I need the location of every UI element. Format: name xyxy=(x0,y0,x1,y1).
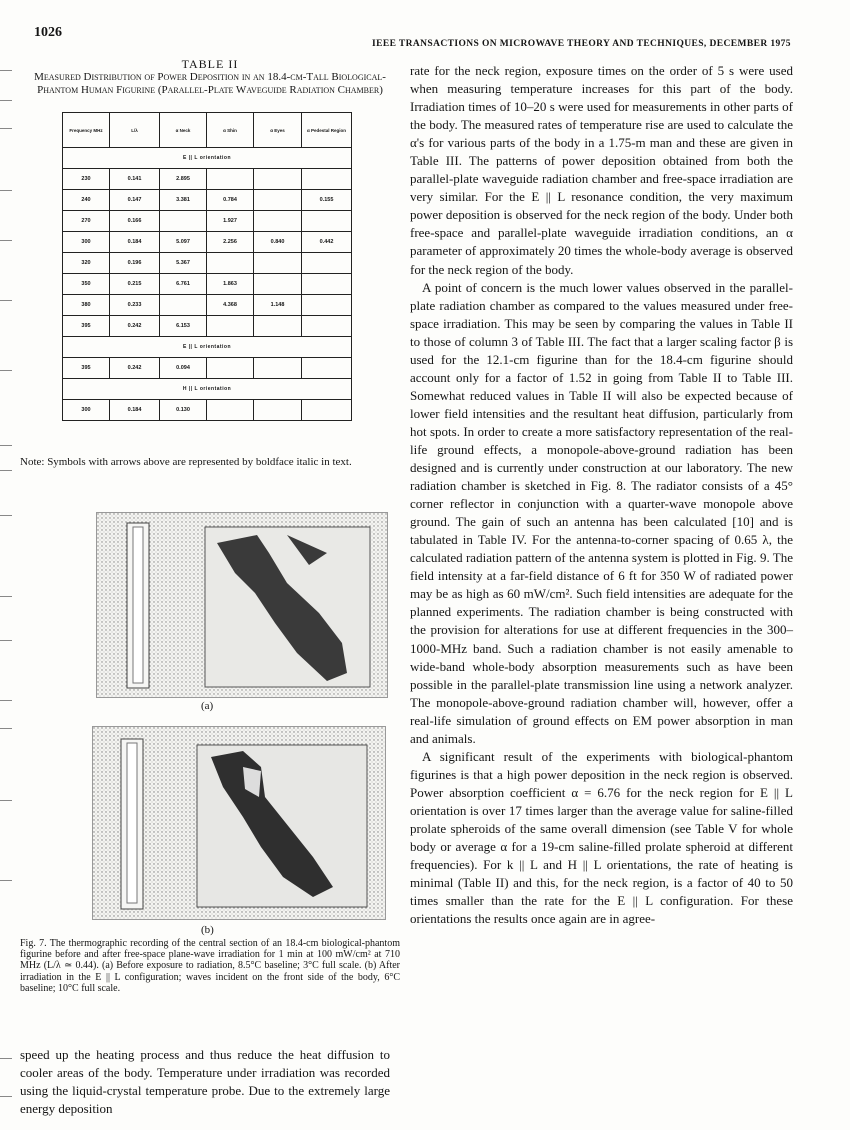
table-row xyxy=(63,358,352,379)
thermogram-a xyxy=(96,512,388,698)
table-cell xyxy=(160,211,207,232)
table-cell: 350 xyxy=(63,274,110,295)
table-cell: 0.155 xyxy=(302,190,352,211)
thermogram-b xyxy=(92,726,386,920)
table-cell: 0.215 xyxy=(110,274,160,295)
table-cell xyxy=(302,316,352,337)
table-cell xyxy=(207,316,254,337)
table-cell: 1.863 xyxy=(207,274,254,295)
table-cell xyxy=(254,316,302,337)
table-cell: 6.153 xyxy=(160,316,207,337)
paragraph: A point of concern is the much lower values observed in the parallel-plate radiation chamber as compared to the values measured under free-space irradiation. This may be seen by comparing the values in Table II to those of column 3 of Table III. The fact that a larger scaling factor β is used for the 12.1-cm figurine than for the 18.4-cm figurine should account only for a factor of 1.52 in going from Table II to Table III. Somewhat reduced values in Table II will also be expected because of lower field intensities and the resultant heat diffusion, particularly from hot spots. In order to create a more satisfactory representation of the real-life ground effects, a monopole-above-ground radiation has been designed and is currently under construction at our laboratory. The new radiation chamber is sketched in Fig. 8. The radiator consists of a 45° corner reflector in conjunction with a quarter-wave monopole above ground. The gain of such an antenna has been calculated [10] and is tabulated in Table IV. For the antenna-to-corner spacing of 0.65 λ, the calculated radiation pattern of the antenna system is plotted in Fig. 9. The field intensity at a far-field distance of 6 ft for 350 W of radiated power may be as high as 60 mW/cm². Such field intensities are adequate for the planned experiments. The radiation chamber is being constructed with the provision for alterations for use at different frequencies in the 300–1000-MHz band. Such a radiation chamber is not easily amenable to wide-band whole-body absorption measurements such as have been possible in the parallel-plate transmission line using a network analyzer. The monopole-above-ground radiation chamber will, however, offer a real-life simulation of ground effects on EM power absorption in man and animals. xyxy=(410,279,793,746)
table-cell: 0.242 xyxy=(110,316,160,337)
section-rows xyxy=(63,400,352,421)
table-cell xyxy=(302,358,352,379)
table-cell xyxy=(207,358,254,379)
table-cell: 0.184 xyxy=(110,232,160,253)
table-header-row xyxy=(63,113,352,148)
table-cell: 0.442 xyxy=(302,232,352,253)
table-cell: 300 xyxy=(63,400,110,421)
thermogram-b-image xyxy=(93,727,385,919)
table-cell xyxy=(254,400,302,421)
table-cell xyxy=(254,190,302,211)
table-cell: 0.166 xyxy=(110,211,160,232)
section-rows xyxy=(63,358,352,379)
figure-label-b: (b) xyxy=(201,924,214,936)
orientation-heading: E || L orientation xyxy=(63,337,352,358)
table-cell: 0.147 xyxy=(110,190,160,211)
table-cell xyxy=(254,169,302,190)
table-row xyxy=(63,295,352,316)
orientation-heading: H || L orientation xyxy=(63,379,352,400)
table-cell: 320 xyxy=(63,253,110,274)
table-cell xyxy=(254,253,302,274)
table-label: TABLE II xyxy=(181,57,239,71)
table-cell xyxy=(302,274,352,295)
table-cell: 1.148 xyxy=(254,295,302,316)
table-cell: 2.895 xyxy=(160,169,207,190)
running-head: IEEE TRANSACTIONS ON MICROWAVE THEORY AND TECHNIQUES, DECEMBER 1975 xyxy=(372,39,791,49)
table-cell: 395 xyxy=(63,316,110,337)
figure-caption: Fig. 7. The thermographic recording of the central section of an 18.4-cm biological-phantom figurine before and after free-space plane-wave irradiation for 1 min at 100 mW/cm² at 710 MHz (L/λ ≃ 0.44). (a) Before exposure to radiation, 8.5°C baseline; 3°C full scale. (b) After irradiation in the E || L configuration; waves incident on the front side of the body, 6°C baseline; 10°C full scale. xyxy=(20,938,400,994)
table-row xyxy=(63,190,352,211)
table-cell: 0.094 xyxy=(160,358,207,379)
table-row xyxy=(63,253,352,274)
table-title-block xyxy=(20,58,400,97)
table-cell xyxy=(160,295,207,316)
table-cell: 6.761 xyxy=(160,274,207,295)
header-cell: α Pedestal Region xyxy=(302,113,352,148)
table-cell: 395 xyxy=(63,358,110,379)
table-row xyxy=(63,232,352,253)
table-cell xyxy=(302,295,352,316)
table-cell xyxy=(302,211,352,232)
header-cell: α Shin xyxy=(207,113,254,148)
table-cell: 0.784 xyxy=(207,190,254,211)
table-cell xyxy=(207,400,254,421)
table-cell: 270 xyxy=(63,211,110,232)
table-cell: 0.242 xyxy=(110,358,160,379)
table-row xyxy=(63,274,352,295)
table-row xyxy=(63,400,352,421)
header-cell: Frequency MHz xyxy=(63,113,110,148)
orientation-heading: E || L orientation xyxy=(63,148,352,169)
table-cell: 0.840 xyxy=(254,232,302,253)
thermogram-a-image xyxy=(97,513,387,697)
table-cell: 3.381 xyxy=(160,190,207,211)
table-cell xyxy=(207,253,254,274)
header-cell: α Neck xyxy=(160,113,207,148)
table-row xyxy=(63,211,352,232)
table-cell: 2.256 xyxy=(207,232,254,253)
table-cell xyxy=(302,253,352,274)
table-cell: 230 xyxy=(63,169,110,190)
table-cell: 5.097 xyxy=(160,232,207,253)
table-row xyxy=(63,169,352,190)
table-cell: 4.368 xyxy=(207,295,254,316)
table-note: Note: Symbols with arrows above are represented by boldface italic in text. xyxy=(20,456,352,468)
left-column-text: speed up the heating process and thus reduce the heat diffusion to cooler areas of the body. Temperature under irradiation was recorded using the liquid-crystal temperature probe. Due to the extremely large energy deposition xyxy=(20,1047,390,1116)
table-cell: 300 xyxy=(63,232,110,253)
table-row xyxy=(63,316,352,337)
table-cell xyxy=(254,274,302,295)
table-cell xyxy=(302,400,352,421)
table-cell: 0.184 xyxy=(110,400,160,421)
table-cell: 1.927 xyxy=(207,211,254,232)
table-cell: 240 xyxy=(63,190,110,211)
header-cell: α Eyes xyxy=(254,113,302,148)
right-column xyxy=(410,62,793,928)
data-table xyxy=(62,112,352,421)
table-cell: 0.233 xyxy=(110,295,160,316)
figure-label-a: (a) xyxy=(201,700,214,712)
page-number: 1026 xyxy=(34,25,62,40)
table-cell: 0.141 xyxy=(110,169,160,190)
table-cell: 5.367 xyxy=(160,253,207,274)
paragraph: rate for the neck region, exposure times on the order of 5 s were used when measuring temperature increases for this part of the body. Irradiation times of 10–20 s were used for measurements in other parts of the body. The measured rates of temperature rise are used to calculate the α's for various parts of the body in a 1.75-m man and these are given in Table III. The patterns of power deposition obtained from both the parallel-plate waveguide radiation chamber and free-space irradiation are very similar. For the E || L resonance condition, the very maximum power deposition is observed for the neck region of the body. Under both free-space and parallel-plate waveguide irradiation conditions, an α parameter of approximately 20 times the whole-body average is observed for the neck region of the body. xyxy=(410,63,793,277)
table-cell xyxy=(254,211,302,232)
table-cell xyxy=(254,358,302,379)
paragraph: A significant result of the experiments with biological-phantom figurines is that a high power deposition in the neck region is observed. Power absorption coefficient α = 6.76 for the neck region for E || L orientation is over 17 times larger than the average value for saline-filled prolate spheroids of the same overall dimension (see Table V for whole body or average α for a 19-cm saline-filled prolate spheroid at different frequencies). For k || L and H || L orientations, the rate of heating is minimal (Table II) and this, for the neck region, is a factor of 40 to 50 times smaller than the rate for the E || L configuration. For these orientations the results once again are in agree- xyxy=(410,748,793,927)
table-cell xyxy=(302,169,352,190)
table-title: Measured Distribution of Power Deposition in an 18.4-cm-Tall Biological-Phantom Human Figurine (Parallel-Plate Waveguide Radiation Chamber) xyxy=(34,71,386,96)
table-cell: 0.130 xyxy=(160,400,207,421)
header-cell: L/λ xyxy=(110,113,160,148)
table-cell xyxy=(207,169,254,190)
section-rows xyxy=(63,169,352,337)
table-cell: 0.196 xyxy=(110,253,160,274)
table-cell: 380 xyxy=(63,295,110,316)
